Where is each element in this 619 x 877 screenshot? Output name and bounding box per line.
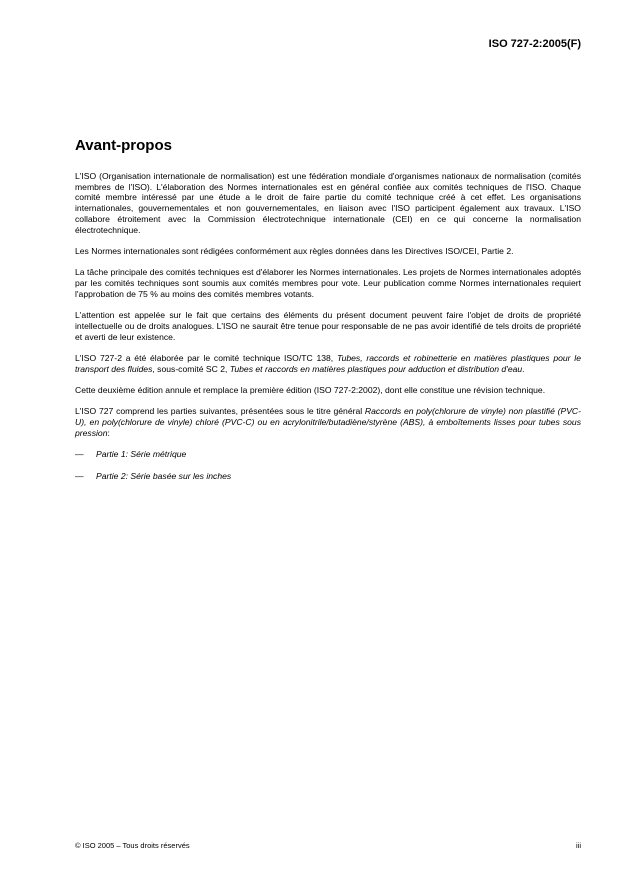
paragraph-technical-committees: La tâche principale des comités techniques est d'élaborer les Normes internationales. Les projets de Normes internationales adoptés par les comités techniques sont soumis aux comités membres pour vote. Leur publication comme Normes internationales requiert l'approbation de 75 % au moins des comités membres votants. — [75, 267, 581, 299]
text-span: L'ISO 727 comprend les parties suivantes, présentées sous le titre général — [75, 406, 365, 417]
text-span: . — [522, 363, 525, 374]
page-title: Avant-propos — [75, 137, 172, 154]
part-label: Partie 2: Série basée sur les inches — [96, 470, 232, 481]
paragraph-patent-notice: L'attention est appelée sur le fait que certains des éléments du présent document peuvent faire l'objet de droits de propriété intellectuelle ou de droits analogues. L'ISO ne saurait être tenue pour responsable de ne pas avoir identifié de tels droits de propriété et averti de leur existence. — [75, 310, 581, 342]
dash-bullet: — — [75, 449, 84, 460]
paragraph-iso-overview: L'ISO (Organisation internationale de normalisation) est une fédération mondiale d'organismes nationaux de normalisation (comités membres de l'ISO). L'élaboration des Normes internationales est en général confiée aux comités techniques de l'ISO. Chaque comité membre intéressé par une étude a le droit de faire partie du comité technique créé à cet effet. Les organisations internationales, gouvernementales et non gouvernementales, en liaison avec l'ISO participent également aux travaux. L'ISO collabore étroitement avec la Commission électrotechnique internationale (CEI) en ce qui concerne la normalisation électrotechnique. — [75, 171, 581, 235]
text-span: , sous-comité SC 2, — [152, 363, 230, 374]
document-code: ISO 727-2:2005(F) — [488, 38, 581, 50]
paragraph-directives: Les Normes internationales sont rédigées conformément aux règles données dans les Directives ISO/CEI, Partie 2. — [75, 245, 514, 256]
paragraph-committee-preparation — [75, 353, 581, 374]
general-title: Raccords en poly(chlorure de vinyle) non plastifié (PVC-U), en poly(chlorure de vinyle) chloré (PVC-C) ou en acrylonitrile/butadiène/styrène (ABS), à emboîtements lisses pour tubes sous pression — [75, 406, 581, 438]
list-item-part-2 — [75, 471, 581, 482]
page-number: iii — [576, 841, 581, 850]
paragraph-edition: Cette deuxième édition annule et remplace la première édition (ISO 727-2:2002), dont elle constitue une révision technique. — [75, 384, 546, 395]
text-span: L'ISO 727-2 a été élaborée par le comité technique ISO/TC 138, — [75, 352, 337, 363]
text-span: : — [107, 427, 110, 438]
dash-bullet: — — [75, 470, 84, 481]
list-item-part-1 — [75, 449, 581, 460]
part-label: Partie 1: Série métrique — [96, 449, 187, 460]
subcommittee-title: Tubes et raccords en matières plastiques pour adduction et distribution d'eau — [229, 363, 523, 374]
footer-copyright: © ISO 2005 – Tous droits réservés — [75, 841, 190, 850]
committee-title: Tubes, raccords et robinetterie en matières plastiques pour le transport des fluides — [75, 352, 581, 374]
foreword-body — [75, 171, 581, 492]
paragraph-parts-intro — [75, 406, 581, 438]
